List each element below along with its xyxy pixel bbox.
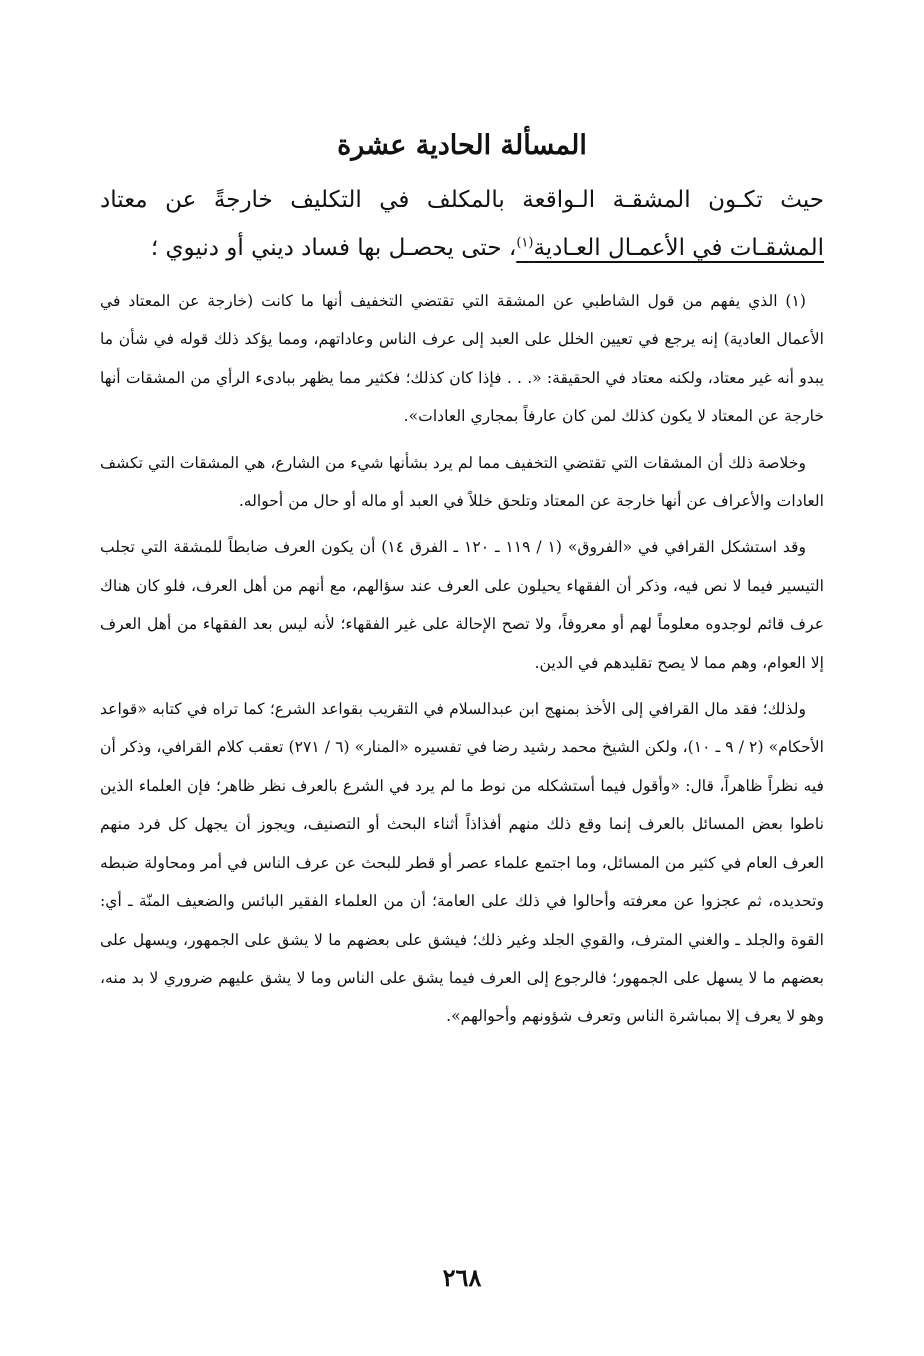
main-text-part2: ، حتى يحصـل بها فساد ديني أو دنيوي ؛ [150,235,517,261]
section-title: المسألة الحادية عشرة [337,130,587,162]
commentary-paragraph: وخلاصة ذلك أن المشقات التي تقتضي التخفيف مما لم يرد بشأنها شيء من الشارع، هي المشقات التي تكشف العادات والأعراف عن أنها خارجة عن المعتاد وتلحق خللاً في العبد أو ماله أو حال من أحواله. [100,453,824,511]
footnote-marker: (١) [516,235,534,251]
commentary-paragraph: ولذلك؛ فقد مال القرافي إلى الأخذ بمنهج ابن عبدالسلام في التقريب بقواعد الشرع؛ كما تراه في كتابه «قواعد الأحكام» (٢ / ٩ ـ ١٠)، ولكن الشيخ محمد رشيد رضا في تفسيره «المنار» (٦ / ٢٧١) تعقب كلام القرافي، وذكر أن فيه نظراً ظاهراً، قال: «وأقول فيما أستشكله من نوط ما لم يرد في الشرع بالعرف نظر ظاهر؛ فإن العلماء الذين ناطوا بعض المسائل بالعرف إنما وقع ذلك منهم أفذاذاً أثناء البحث أو التصنيف، ويجوز أن يجهل كل فرد منهم العرف العام في كثير من المسائل، وما اجتمع علماء عصر أو قطر للبحث عن عرف الناس في أمر ومحاولة ضبطه وتحديده، ثم عجزوا عن معرفته وأحالوا في ذلك على العامة؛ أن من العلماء الفقير البائس والضعيف المنّة ـ أي: القوة والجلد ـ والغني المترف، والقوي الجلد وغير ذلك؛ فيشق على بعضهم ما لا يشق على الجمهور، ويسهل على بعضهم ما لا يسهل على الجمهور؛ فالرجوع إلى العرف فيما يشق على الناس وما لا يشق عليهم ضروري لا بد منه، وهو لا يعرف إلا بمباشرة الناس وتعرف شؤونهم وأحوالهم». [100,700,825,1026]
main-text-underlined-phrase: المشقـات في الأعمـال العـادية [533,235,824,261]
commentary-paragraph: وقد استشكل القرافي في «الفروق» (١ / ١١٩ ـ ١٢٠ ـ الفرق ١٤) أن يكون العرف ضابطاً للمشقة التي تجلب التيسير فيما لا نص فيه، وذكر أن الفقهاء يحيلون على العرف عند سؤالهم، مع أنهم من أهل العرف، فلو كان هناك عرف قائم لوجدوه معلوماً لهم أو معروفاً، ولا تصح الإحالة على غير الفقهاء؛ لأنه ليس بعد الفقهاء من أهل العرف إلا العوام، وهم مما لا يصح تقليدهم في الدين. [100,538,824,672]
main-text-underlined [516,235,824,261]
main-text-part1: حيث تكـون المشقـة الـواقعة بالمكلف في التكليف خارجةً عن معتاد [100,187,824,213]
main-text [100,176,824,272]
page-number: ٢٦٨ [442,1263,482,1292]
commentary-paragraph: (١) الذي يفهم من قول الشاطبي عن المشقة التي تقتضي التخفيف أنها ما كانت (خارجة عن المعتاد في الأعمال العادية) إنه يرجع في تعيين الخلل على العبد إلى عرف الناس وعاداتهم، ومما يؤكد ذلك قوله في شأن ما يبدو أنه غير معتاد، ولكنه معتاد في الحقيقة: «. . . فإذا كان كذلك؛ فكثير مما يظهر ببادىء الرأي من المشقات أنها خارجة عن المعتاد لا يكون كذلك لمن كان عارفاً بمجاري العادات». [100,292,824,426]
footnote-commentary [100,282,824,1036]
